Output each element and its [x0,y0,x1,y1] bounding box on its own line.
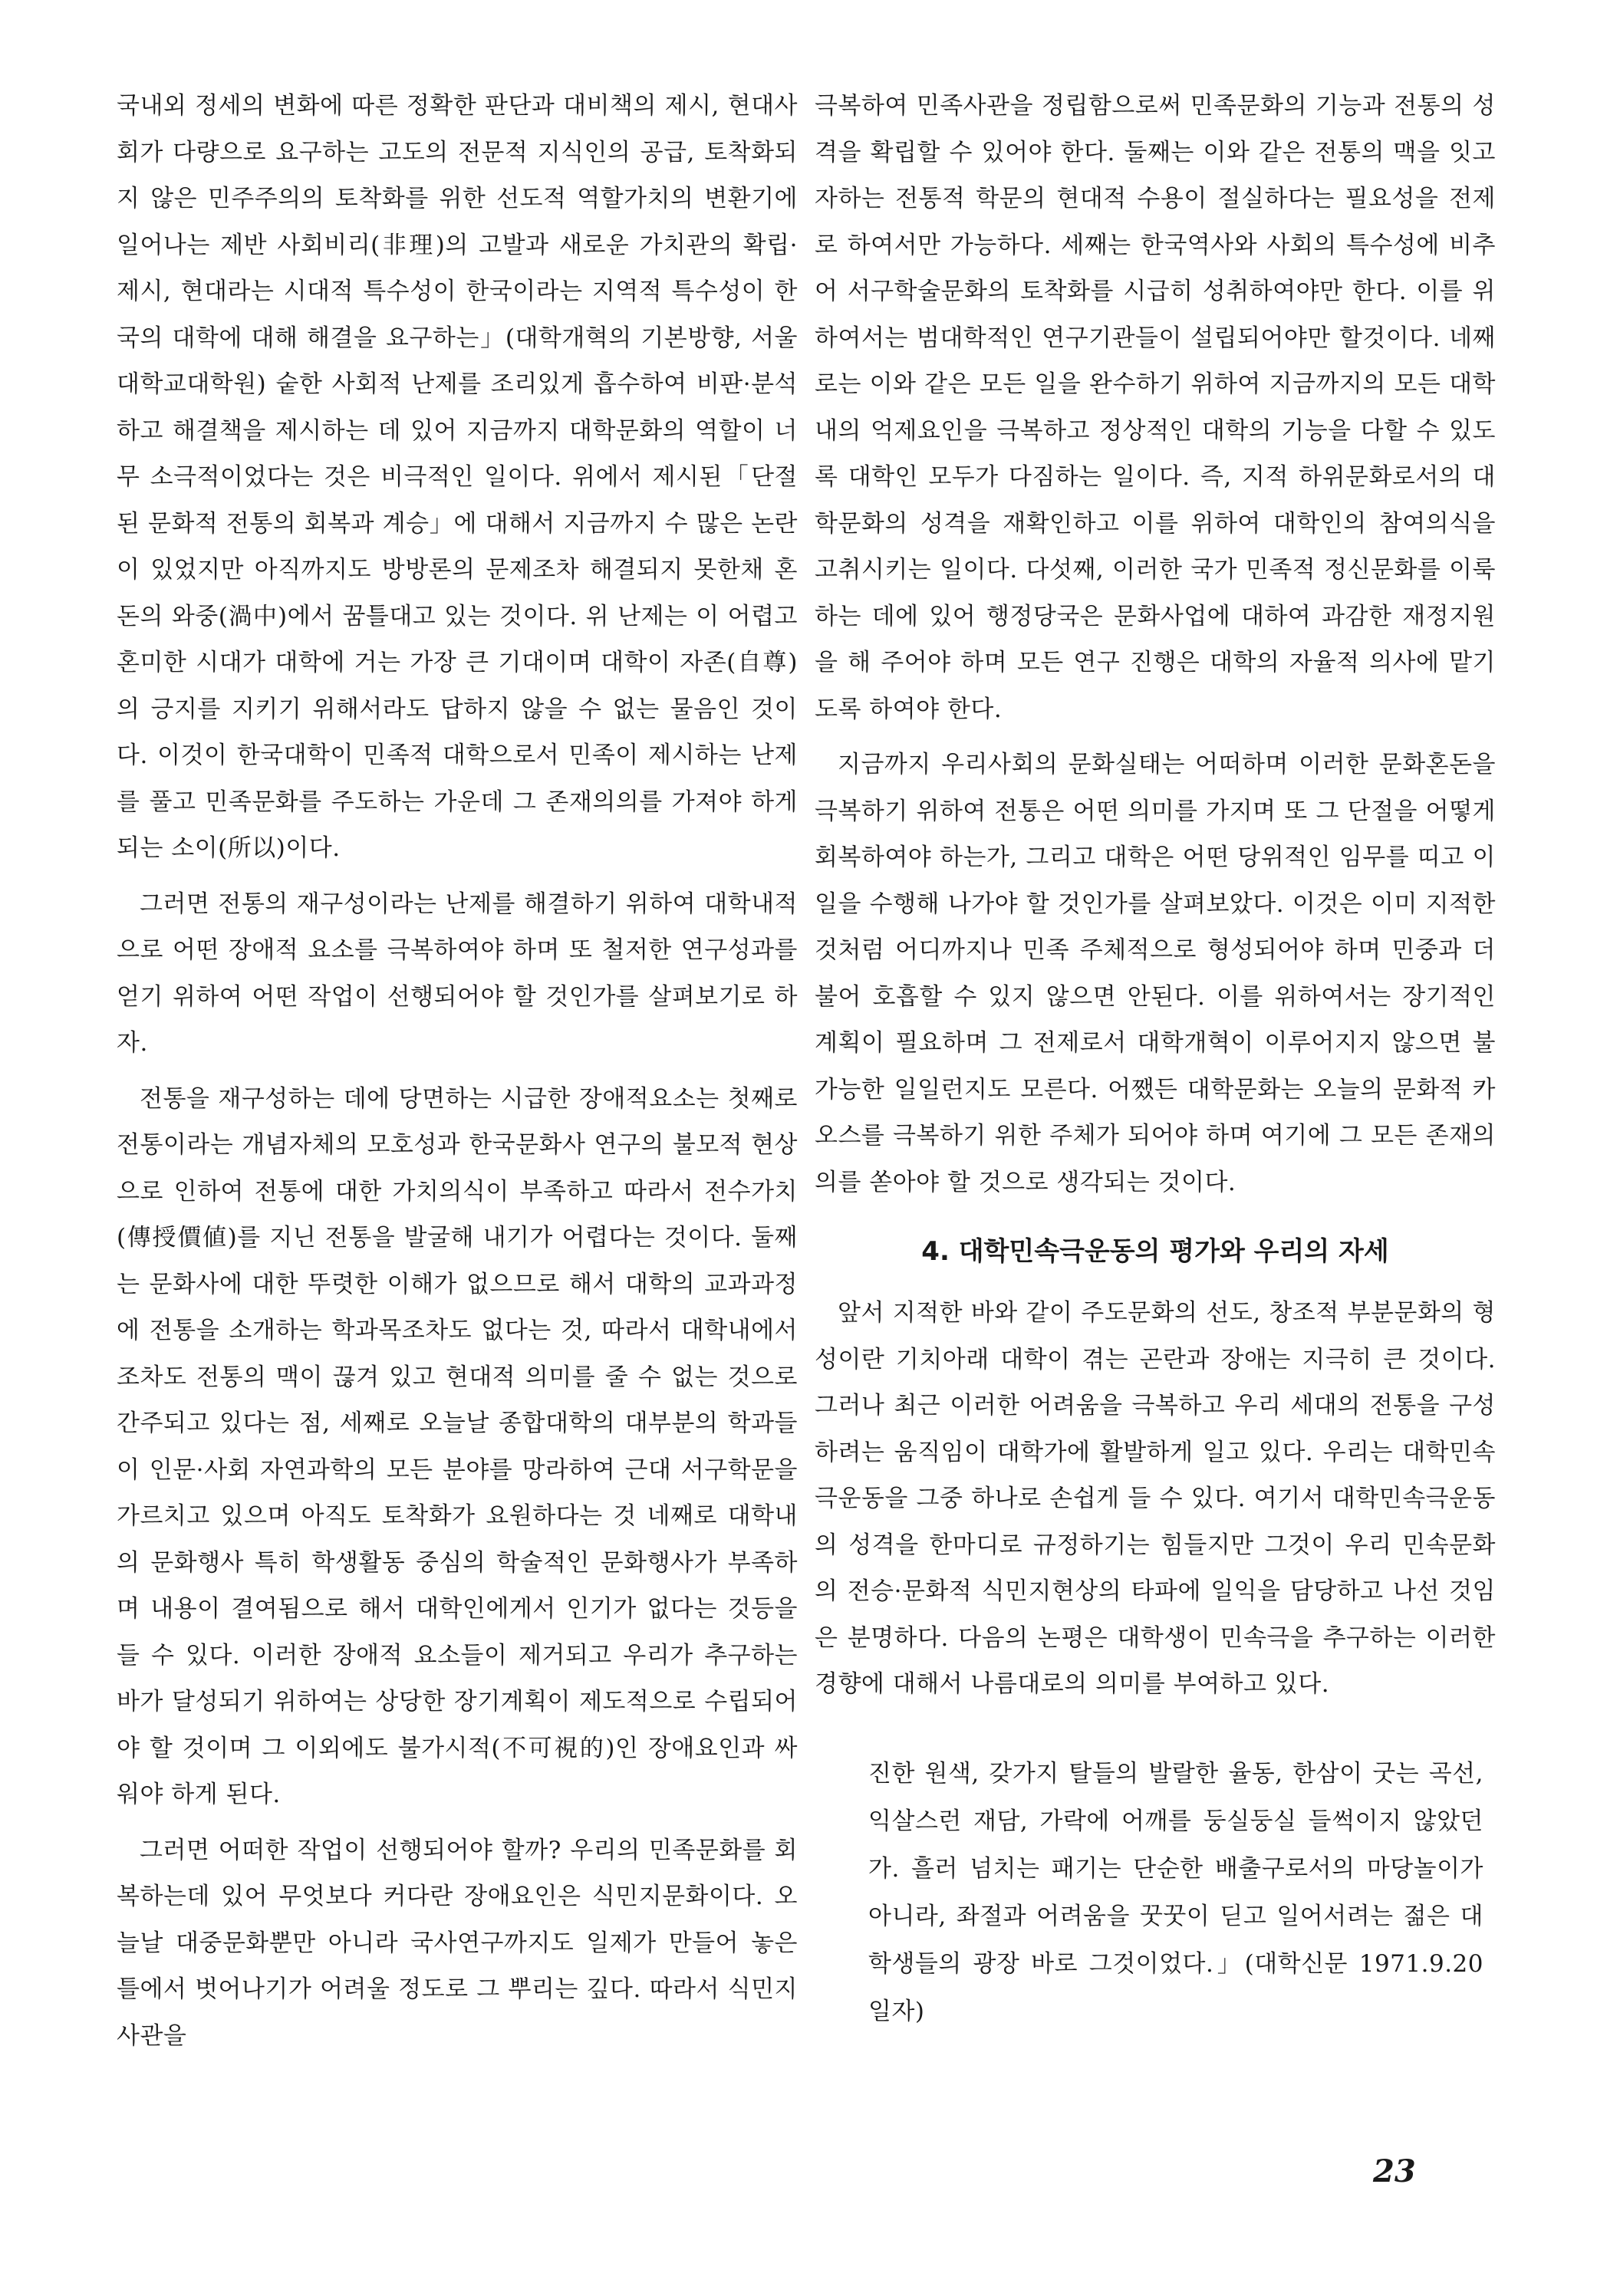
quote-text: 진한 원색, 갖가지 탈들의 발랄한 율동, 한삼이 굿는 곡선, 익살스런 재담, 가락에 어깨를 둥실둥실 들썩이지 않았던가. 흘러 넘치는 패기는 단순한 배출구로서의 마당놀이가 아니라, 좌절과 어려움을 꿋꿋이 딛고 일어서려는 젊은 대학생들의 광장 바로 그것이었다.」(대학신문 1971.9.20일자) [868,1760,1483,2025]
page-number: 23 [1373,2153,1416,2189]
right-column [815,83,1496,1717]
paragraph: 전통을 재구성하는 데에 당면하는 시급한 장애적요소는 첫째로 전통이라는 개념자체의 모호성과 한국문화사 연구의 불모적 현상으로 인하여 전통에 대한 가치의식이 부족하고 따라서 전수가치(傳授價値)를 지닌 전통을 발굴해 내기가 어렵다는 것이다. 둘째는 문화사에 대한 뚜렷한 이해가 없으므로 해서 대학의 교과과정에 전통을 소개하는 학과목조차도 없다는 것, 따라서 대학내에서조차도 전통의 맥이 끊겨 있고 현대적 의미를 줄 수 없는 것으로 간주되고 있다는 점, 세째로 오늘날 종합대학의 대부분의 학과들이 인문·사회 자연과학의 모든 분야를 망라하여 근대 서구학문을 가르치고 있으며 아직도 토착화가 요원하다는 것 네째로 대학내의 문화행사 특히 학생활동 중심의 학술적인 문화행사가 부족하며 내용이 결여됨으로 해서 대학인에게서 인기가 없다는 것등을 들 수 있다. 이러한 장애적 요소들이 제거되고 우리가 추구하는 바가 달성되기 위하여는 상당한 장기계획이 제도적으로 수립되어야 할 것이며 그 이외에도 불가시적(不可視的)인 장애요인과 싸워야 하게 된다. [117,1084,798,1808]
paragraph: 그러면 어떠한 작업이 선행되어야 할까? 우리의 민족문화를 회복하는데 있어 무엇보다 커다란 장애요인은 식민지문화이다. 오늘날 대중문화뿐만 아니라 국사연구까지도 일제가 만들어 놓은 틀에서 벗어나기가 어려울 정도로 그 뿌리는 깊다. 따라서 식민지 사관을 [117,1836,798,2050]
left-column [117,83,798,2068]
paragraph: 국내외 정세의 변화에 따른 정확한 판단과 대비책의 제시, 현대사회가 다량으로 요구하는 고도의 전문적 지식인의 공급, 토착화되지 않은 민주주의의 토착화를 위한 선도적 역할가치의 변환기에 일어나는 제반 사회비리(非理)의 고발과 새로운 가치관의 확립·제시, 현대라는 시대적 특수성이 한국이라는 지역적 특수성이 한국의 대학에 대해 해결을 요구하는」(대학개혁의 기본방향, 서울대학교대학원) 숱한 사회적 난제를 조리있게 흡수하여 비판·분석하고 해결책을 제시하는 데 있어 지금까지 대학문화의 역할이 너무 소극적이었다는 것은 비극적인 일이다. 위에서 제시된「단절된 문화적 전통의 회복과 계승」에 대해서 지금까지 수 많은 논란이 있었지만 아직까지도 방방론의 문제조차 해결되지 못한채 혼돈의 와중(渦中)에서 꿈틀대고 있는 것이다. 위 난제는 이 어렵고 혼미한 시대가 대학에 거는 가장 큰 기대이며 대학이 자존(自尊)의 긍지를 지키기 위해서라도 답하지 않을 수 없는 물음인 것이다. 이것이 한국대학이 민족적 대학으로서 민족이 제시하는 난제를 풀고 민족문화를 주도하는 가운데 그 존재의의를 가져야 하게 되는 소이(所以)이다. [117,92,798,862]
paragraph: 그러면 전통의 재구성이라는 난제를 해결하기 위하여 대학내적으로 어떤 장애적 요소를 극복하여야 하며 또 철저한 연구성과를 얻기 위하여 어떤 작업이 선행되어야 할 것인가를 살펴보기로 하자. [117,890,798,1057]
paragraph: 앞서 지적한 바와 같이 주도문화의 선도, 창조적 부분문화의 형성이란 기치아래 대학이 겪는 곤란과 장애는 지극히 큰 것이다. 그러나 최근 이러한 어려움을 극복하고 우리 세대의 전통을 구성하려는 움직임이 대학가에 활발하게 일고 있다. 우리는 대학민속극운동을 그중 하나로 손쉽게 들 수 있다. 여기서 대학민속극운동의 성격을 한마디로 규정하기는 힘들지만 그것이 우리 민속문화의 전승·문화적 식민지현상의 타파에 일익을 담당하고 나선 것임은 분명하다. 다음의 논평은 대학생이 민속극을 추구하는 이러한 경향에 대해서 나름대로의 의미를 부여하고 있다. [815,1299,1496,1698]
block-quote [868,1750,1483,2035]
section-heading: 4. 대학민속극운동의 평가와 우리의 자세 [921,1236,1389,1267]
paragraph: 지금까지 우리사회의 문화실태는 어떠하며 이러한 문화혼돈을 극복하기 위하여 전통은 어떤 의미를 가지며 또 그 단절을 어떻게 회복하여야 하는가, 그리고 대학은 어떤 당위적인 임무를 띠고 이 일을 수행해 나가야 할 것인가를 살펴보았다. 이것은 이미 지적한 것처럼 어디까지나 민족 주체적으로 형성되어야 하며 민중과 더불어 호흡할 수 있지 않으면 안된다. 이를 위하여서는 장기적인 계획이 필요하며 그 전제로서 대학개혁이 이루어지지 않으면 불가능한 일일런지도 모른다. 어쨌든 대학문화는 오늘의 문화적 카오스를 극복하기 위한 주체가 되어야 하며 여기에 그 모든 존재의 의를 쏟아야 할 것으로 생각되는 것이다. [815,751,1496,1196]
paragraph: 극복하여 민족사관을 정립함으로써 민족문화의 기능과 전통의 성격을 확립할 수 있어야 한다. 둘째는 이와 같은 전통의 맥을 잇고자하는 전통적 학문의 현대적 수용이 절실하다는 필요성을 전제로 하여서만 가능하다. 세째는 한국역사와 사회의 특수성에 비추어 서구학술문화의 토착화를 시급히 성취하여야만 한다. 이를 위하여서는 범대학적인 연구기관들이 설립되어야만 할것이다. 네째로는 이와 같은 모든 일을 완수하기 위하여 지금까지의 모든 대학내의 억제요인을 극복하고 정상적인 대학의 기능을 다할 수 있도록 대학인 모두가 다짐하는 일이다. 즉, 지적 하위문화로서의 대학문화의 성격을 재확인하고 이를 위하여 대학인의 참여의식을 고취시키는 일이다. 다섯째, 이러한 국가 민족적 정신문화를 이룩하는 데에 있어 행정당국은 문화사업에 대하여 과감한 재정지원을 해 주어야 하며 모든 연구 진행은 대학의 자율적 의사에 맡기도록 하여야 한다. [815,92,1496,723]
